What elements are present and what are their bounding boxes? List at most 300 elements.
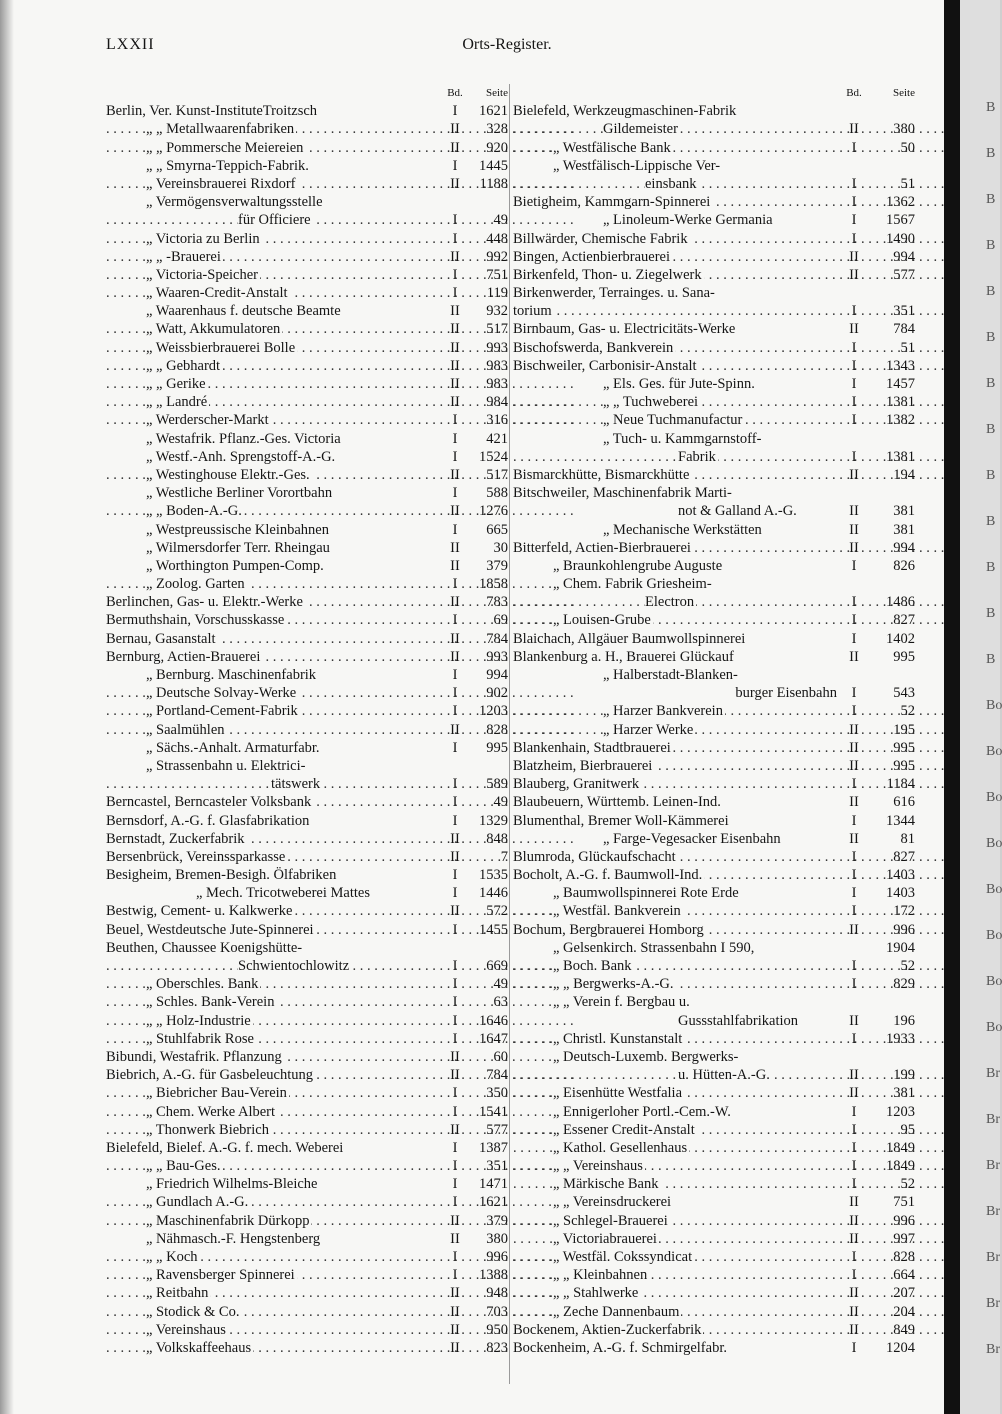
entry-label: [106, 1084, 442, 1102]
entry-band: I: [452, 266, 458, 283]
entry-page: 1446: [479, 885, 508, 902]
register-entry: [513, 757, 915, 775]
entry-label: [106, 539, 442, 557]
entry-text: „ Chem. Fabrik Griesheim-: [553, 576, 712, 593]
entry-label: [106, 757, 442, 775]
entry-band: I: [851, 1030, 857, 1047]
register-entry: [106, 611, 508, 629]
register-entry: [106, 630, 508, 648]
register-entry: [513, 939, 915, 957]
entry-text: „ Worthington Pumpen-Comp.: [146, 557, 324, 574]
register-entry: [513, 830, 915, 848]
next-page-fragment: Br: [986, 1342, 1000, 1357]
register-entry: [513, 921, 915, 939]
entry-text: „ Stuhlfabrik Rose: [146, 1030, 254, 1047]
next-page-fragment: Br: [986, 1112, 1000, 1127]
register-entry: [513, 902, 915, 920]
entry-label: [106, 557, 442, 575]
entry-page: 49: [493, 976, 508, 993]
entry-label: [106, 521, 442, 539]
entry-band: I: [452, 448, 458, 465]
entry-page: 1858: [479, 576, 508, 593]
entry-text: „ Gelsenkirch. Strassenbahn I 590,: [553, 939, 755, 956]
entry-label: [513, 102, 843, 120]
entry-band: II: [450, 175, 460, 192]
entry-page: 823: [486, 1339, 508, 1356]
entry-text: Bismarckhütte, Bismarckhütte: [513, 466, 690, 483]
entry-page: 350: [486, 1085, 508, 1102]
entry-text: torium: [513, 303, 552, 320]
entry-text: „ Deutsche Solvay-Werke: [146, 685, 297, 702]
next-page-fragment: Br: [986, 1250, 1000, 1265]
entry-band: I: [452, 1176, 458, 1193]
register-entry: [106, 1248, 508, 1266]
entry-label: [106, 466, 442, 484]
register-entry: [106, 812, 508, 830]
entry-text: Schwientochlowitz: [238, 958, 350, 974]
next-page-fragment: B: [986, 146, 996, 161]
entry-text: „ „ Bau-Ges.: [146, 1158, 221, 1175]
register-entry: [513, 884, 915, 902]
entry-label: [106, 884, 442, 902]
entry-label: [106, 248, 442, 266]
entry-label: [513, 721, 843, 739]
entry-band: I: [851, 212, 857, 229]
entry-band: [843, 157, 865, 175]
entry-page: 932: [486, 303, 508, 320]
entry-text: „ „ Verein f. Bergbau u.: [553, 994, 690, 1011]
entry-band: I: [851, 594, 857, 611]
entry-page: 543: [893, 685, 915, 702]
entry-text: Biebrich, A.-G. für Gasbeleuchtung: [106, 1067, 313, 1084]
entry-text: Bitterfeld, Actien-Bierbrauerei: [513, 539, 691, 556]
entry-label: [513, 757, 843, 775]
entry-page: [865, 993, 915, 1011]
entry-text: „ „ -Brauerei: [146, 248, 221, 265]
entry-band: I: [851, 557, 857, 574]
entry-label: [513, 702, 843, 720]
entry-page: 328: [486, 121, 508, 138]
entry-band: I: [851, 848, 857, 865]
entry-band: I: [452, 157, 458, 174]
entry-label: [106, 1066, 442, 1084]
entry-label: [513, 575, 843, 593]
entry-band: I: [452, 1139, 458, 1156]
register-entry: [513, 775, 915, 793]
entry-text: „ „ Smyrna-Teppich-Fabrik.: [146, 157, 309, 174]
entry-label: [106, 866, 442, 884]
register-entry: [106, 102, 508, 120]
register-entry: [106, 1193, 508, 1211]
entry-page: 665: [486, 521, 508, 538]
register-entry: [513, 1066, 915, 1084]
entry-band: II: [450, 1321, 460, 1338]
entry-band: II: [450, 848, 460, 865]
entry-page: 1344: [886, 812, 915, 829]
register-entry: [513, 1193, 915, 1211]
entry-text: „ „ Bergwerks-A.-G.: [553, 976, 674, 993]
entry-text: Blatzheim, Bierbrauerei: [513, 757, 653, 774]
entry-label: [106, 1012, 442, 1030]
entry-band: I: [851, 448, 857, 465]
entry-band: [843, 284, 865, 302]
entry-page: 52: [900, 703, 915, 720]
entry-text: „ Wilmersdorfer Terr. Rheingau: [146, 539, 330, 556]
entry-text: „ Baumwollspinnerei Rote Erde: [553, 885, 739, 902]
entry-text: „ Neue Tuchmanufactur: [603, 412, 743, 429]
next-page-fragment: B: [986, 606, 996, 621]
entry-label: [513, 1248, 843, 1266]
entry-band: [843, 575, 865, 593]
entry-label: [513, 1266, 843, 1284]
entry-page: 1541: [479, 1103, 508, 1120]
entry-band: I: [452, 230, 458, 247]
entry-band: II: [450, 1230, 460, 1247]
entry-page: 995: [893, 739, 915, 756]
register-entry: [106, 557, 508, 575]
entry-label: [106, 1303, 442, 1321]
entry-label: [513, 921, 843, 939]
entry-label: [106, 975, 442, 993]
register-entry: [513, 120, 915, 138]
entry-text: „ Braunkohlengrube Auguste: [553, 557, 723, 574]
entry-text: Bibundi, Westafrik. Pflanzung: [106, 1048, 282, 1065]
entry-text: Bestwig, Cement- u. Kalkwerke: [106, 903, 293, 920]
entry-text: Bersenbrück, Vereinssparkasse: [106, 848, 286, 865]
entry-band: II: [450, 557, 460, 574]
entry-band: I: [851, 976, 857, 993]
register-entry: [106, 793, 508, 811]
entry-page: 30: [493, 539, 508, 556]
entry-band: [843, 1048, 865, 1066]
left-column: [106, 84, 508, 1357]
entry-page: 994: [486, 667, 508, 683]
entry-band: II: [849, 648, 859, 665]
entry-text: Besigheim, Bremen-Besigh. Ölfabriken: [106, 867, 337, 884]
entry-text: „ Watt, Akkumulatoren: [146, 321, 281, 338]
entry-text: „ Reitbahn: [146, 1285, 209, 1302]
entry-page: 1486: [886, 594, 915, 611]
entry-text: „ Biebricher Bau-Verein: [146, 1085, 287, 1102]
entry-page: 1343: [886, 357, 915, 374]
entry-page: 49: [493, 794, 508, 811]
entry-text: „ Christl. Kunstanstalt: [553, 1030, 683, 1047]
entry-page: 829: [893, 976, 915, 993]
entry-text: Bermuthshain, Vorschusskasse: [106, 612, 285, 629]
entry-text: „ Volkskaffeehaus: [146, 1339, 252, 1356]
register-entry: [106, 1339, 508, 1357]
entry-band: I: [452, 430, 458, 447]
page-number: LXXII: [106, 36, 155, 53]
next-page-fragment: B: [986, 652, 996, 667]
entry-text: Bockenem, Aktien-Zuckerfabrik: [513, 1321, 702, 1338]
entry-page: 1276: [479, 503, 508, 520]
entry-page: 1621: [479, 1194, 508, 1211]
entry-text: „ Strassenbahn u. Elektrici-: [146, 757, 306, 774]
entry-label: [106, 830, 442, 848]
entry-label: [106, 684, 442, 702]
entry-text: Blumenthal, Bremer Woll-Kämmerei: [513, 812, 729, 829]
entry-text: „ Portland-Cement-Fabrik: [146, 703, 298, 720]
entry-band: II: [849, 721, 859, 738]
entry-text: Beuthen, Chaussee Koenigshütte-: [106, 939, 303, 956]
book-spine: [944, 0, 960, 1414]
entry-band: II: [849, 321, 859, 338]
register-entry: [513, 721, 915, 739]
register-entry: [513, 302, 915, 320]
entry-band: I: [452, 412, 458, 429]
register-entry: [513, 1048, 915, 1066]
entry-text: „ Westfäl. Bankverein: [553, 903, 681, 920]
register-entry: [106, 320, 508, 338]
entry-text: „ Victoria zu Berlin: [146, 230, 260, 247]
entry-text: „ „ Landré: [146, 394, 208, 411]
next-page-fragment: Bo: [986, 744, 1002, 759]
entry-text: Birkenwerder, Terrainges. u. Sana-: [513, 285, 715, 302]
entry-page: 1362: [886, 194, 915, 211]
entry-page: 995: [893, 648, 915, 665]
entry-page: 1382: [886, 412, 915, 429]
entry-label: [106, 357, 442, 375]
entry-page: [865, 284, 915, 302]
entry-band: II: [849, 1285, 859, 1302]
register-entry: [513, 1084, 915, 1102]
entry-text: „ „ Metallwaarenfabriken: [146, 121, 295, 138]
gutter-shadow: [0, 0, 14, 1414]
entry-label: [106, 721, 442, 739]
entry-band: II: [450, 339, 460, 356]
register-entry: [513, 1121, 915, 1139]
entry-label: [513, 648, 843, 666]
register-entry: [106, 721, 508, 739]
register-entry: [106, 230, 508, 248]
register-entry: [513, 448, 915, 466]
entry-text: „ Westafrik. Pflanz.-Ges. Victoria: [146, 430, 341, 447]
entry-band: I: [851, 230, 857, 247]
entry-band: [843, 484, 865, 502]
entry-band: II: [849, 757, 859, 774]
band-header: Bd.: [846, 87, 862, 99]
register-entry: [106, 848, 508, 866]
next-page-fragment: Br: [986, 1296, 1000, 1311]
entry-label: [106, 1103, 442, 1121]
entry-band: I: [452, 739, 458, 756]
entry-page: 1387: [479, 1139, 508, 1156]
entry-text: für Officiere: [238, 212, 311, 229]
entry-label: [106, 1212, 442, 1230]
entry-band: II: [450, 1285, 460, 1302]
entry-page: 1535: [479, 867, 508, 884]
entry-text: „ „ Pommersche Meiereien: [146, 139, 304, 156]
entry-page: 995: [486, 739, 508, 756]
entry-label: [106, 921, 442, 939]
register-entry: [513, 1103, 915, 1121]
register-entry: [106, 1303, 508, 1321]
entry-text: „ Zeche Dannenbaum: [553, 1303, 680, 1320]
entry-text: „ Oberschles. Bank: [146, 976, 259, 993]
register-entry: [513, 1157, 915, 1175]
entry-text: Blankenburg a. H., Brauerei Glückauf: [513, 648, 734, 665]
entry-label: [513, 193, 843, 211]
entry-text: „ Westfälisch-Lippische Ver-: [553, 157, 721, 174]
entry-label: [106, 430, 442, 448]
register-entry: [106, 593, 508, 611]
entry-text: „ Waaren-Credit-Anstalt: [146, 285, 288, 302]
entry-label: [106, 375, 442, 393]
entry-page: 421: [486, 430, 508, 447]
register-entry: [513, 193, 915, 211]
next-page-fragment: B: [986, 330, 996, 345]
entry-label: [513, 884, 843, 902]
entry-band: I: [851, 394, 857, 411]
register-entry: [106, 1084, 508, 1102]
register-entry: [513, 684, 915, 702]
entry-label: [513, 684, 843, 702]
register-entry: [106, 684, 508, 702]
register-entry: [513, 175, 915, 193]
register-entry: [106, 521, 508, 539]
entry-band: II: [849, 248, 859, 265]
entry-page: [865, 484, 915, 502]
entry-band: II: [450, 376, 460, 392]
entry-text: „ Victoria-Speicher: [146, 266, 258, 283]
register-entry: [106, 775, 508, 793]
entry-band: II: [849, 1085, 859, 1102]
register-entry: [513, 521, 915, 539]
entry-text: Bietigheim, Kammgarn-Spinnerei: [513, 194, 711, 211]
entry-page: 572: [486, 903, 508, 920]
entry-label: [106, 1048, 442, 1066]
entry-band: I: [452, 776, 458, 793]
entry-page: 381: [893, 503, 915, 520]
entry-band: I: [851, 703, 857, 720]
entry-band: I: [851, 1267, 857, 1284]
column-divider: [509, 84, 510, 1384]
register-entry: [513, 320, 915, 338]
entry-text: „ Louisen-Grube: [553, 612, 651, 629]
entry-band: I: [452, 1103, 458, 1120]
register-entry: [513, 411, 915, 429]
entry-page: 849: [893, 1321, 915, 1338]
entry-label: [513, 1048, 843, 1066]
entry-page: 588: [486, 485, 508, 502]
entry-text: Billwärder, Chemische Fabrik: [513, 230, 688, 247]
entry-page: [865, 1048, 915, 1066]
register-entry: [513, 957, 915, 975]
entry-band: I: [452, 667, 458, 683]
entry-page: 848: [486, 830, 508, 847]
entry-label: [513, 411, 843, 429]
entry-page: 984: [486, 394, 508, 411]
next-page-fragment: B: [986, 284, 996, 299]
entry-page: 517: [486, 466, 508, 483]
next-page-fragment: Bo: [986, 836, 1002, 851]
entry-page: 119: [486, 285, 508, 302]
entry-text: „ Stodick & Co.: [146, 1303, 240, 1320]
entry-page: 1445: [479, 157, 508, 174]
register-entry: [513, 539, 915, 557]
entry-label: [106, 1030, 442, 1048]
entry-page: 51: [900, 339, 915, 356]
entry-label: [513, 139, 843, 157]
entry-text: Bitschweiler, Maschinenfabrik Marti-: [513, 485, 732, 502]
entry-band: II: [849, 503, 859, 520]
entry-page: [468, 939, 508, 957]
entry-text: „ Westliche Berliner Vorortbahn: [146, 485, 333, 502]
entry-label: [513, 1066, 843, 1084]
entry-label: [106, 102, 442, 120]
entry-text: „ Schles. Bank-Verein: [146, 994, 275, 1011]
register-entry: [106, 1066, 508, 1084]
entry-band: II: [450, 1339, 460, 1356]
register-entry: [106, 266, 508, 284]
entry-label: [513, 1230, 843, 1248]
entry-text: Bingen, Actienbierbrauerei: [513, 248, 671, 265]
entry-text: „ „ Gerike: [146, 376, 206, 392]
entry-band: I: [851, 885, 857, 902]
register-entry: [106, 866, 508, 884]
entry-label: [106, 1193, 442, 1211]
entry-page: 784: [486, 630, 508, 647]
entry-label: [106, 702, 442, 720]
entry-band: II: [849, 1067, 859, 1084]
entry-band: II: [450, 648, 460, 665]
entry-band: I: [851, 812, 857, 829]
register-entry: [513, 848, 915, 866]
entry-page: 195: [893, 721, 915, 738]
entry-text: „ Essener Credit-Anstalt: [553, 1121, 695, 1138]
entry-label: [513, 866, 843, 884]
entry-band: I: [851, 1176, 857, 1193]
entry-text: Berlinchen, Gas- u. Elektr.-Werke: [106, 594, 303, 611]
entry-text: „ „ Tuchweberei: [603, 394, 699, 411]
next-page-fragment: Bo: [986, 1020, 1002, 1035]
register-entry: [106, 1175, 508, 1193]
entry-label: [513, 1157, 843, 1175]
next-page-fragment: Bo: [986, 928, 1002, 943]
entry-page: 669: [486, 958, 508, 974]
register-entry: [513, 648, 915, 666]
entry-label: [513, 393, 843, 411]
entry-page: 1381: [886, 394, 915, 411]
entry-band: II: [849, 1321, 859, 1338]
register-entry: [513, 1175, 915, 1193]
right-column: [513, 84, 915, 1357]
register-entry: [106, 357, 508, 375]
entry-text: „ Waarenhaus f. deutsche Beamte: [146, 303, 341, 320]
entry-page: 1329: [479, 812, 508, 829]
register-entry: [106, 248, 508, 266]
entry-page: 1402: [886, 630, 915, 647]
entry-label: [513, 975, 843, 993]
entry-text: Bernsdorf, A.-G. f. Glasfabrikation: [106, 812, 310, 829]
entry-page: 1904: [886, 939, 915, 956]
entry-page: 994: [893, 539, 915, 556]
entry-band: I: [452, 885, 458, 902]
register-entry: [513, 993, 915, 1011]
entry-label: [513, 1321, 843, 1339]
entry-text: tätswerk: [271, 776, 321, 793]
entry-band: I: [851, 903, 857, 920]
entry-band: [843, 993, 865, 1011]
entry-page: 1849: [886, 1158, 915, 1175]
entry-label: [513, 430, 843, 448]
entry-band: I: [452, 794, 458, 811]
entry-text: „ Märkische Bank: [553, 1176, 659, 1193]
entry-band: I: [452, 1267, 458, 1284]
register-entry: [106, 1157, 508, 1175]
entry-page: 351: [486, 1158, 508, 1175]
